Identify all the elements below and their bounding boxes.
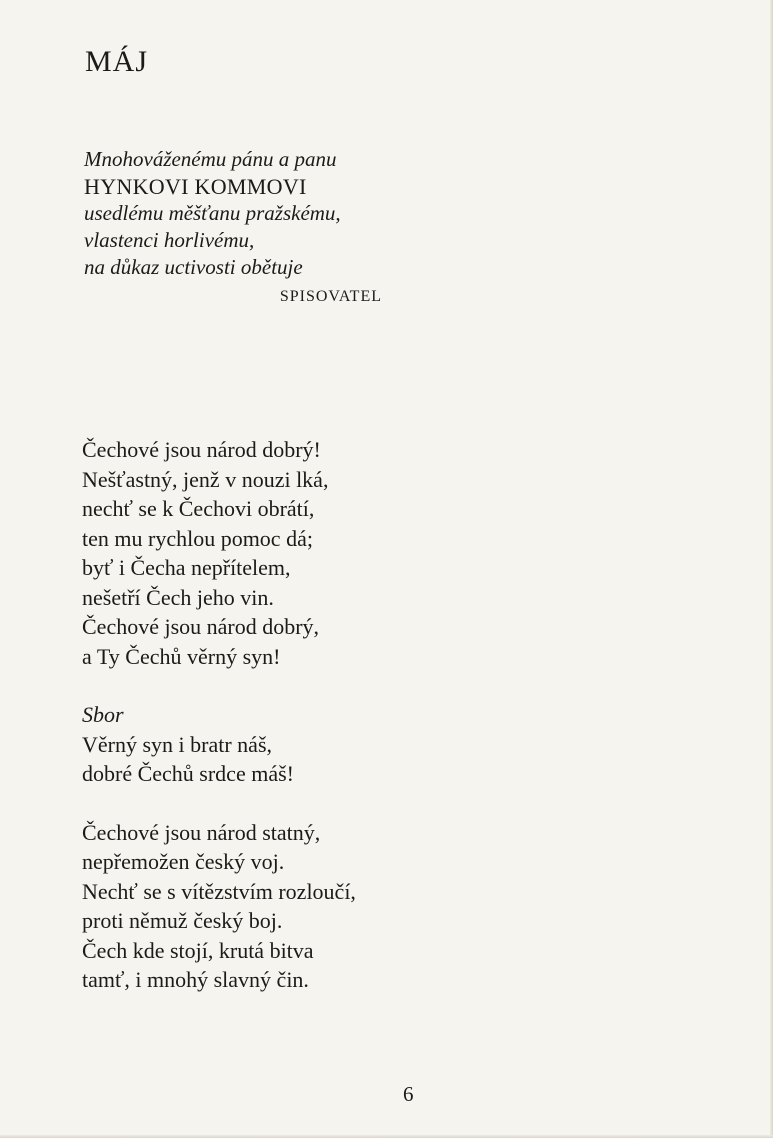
poem-line: Nešťastný, jenž v nouzi lká, (82, 466, 329, 492)
poem-line: Čechové jsou národ statný, (82, 819, 321, 845)
chorus (82, 700, 462, 789)
dedication-author: SPISOVATEL (279, 288, 382, 305)
dedication-recipient: HYNKOVI KOMMOVI (84, 174, 307, 199)
dedication-line: na důkaz uctivosti obětuje (84, 255, 303, 279)
poem-line: byť i Čecha nepřítelem, (82, 555, 291, 580)
poem-line: nechť se k Čechovi obrátí, (82, 496, 315, 521)
poem-line: Čechové jsou národ dobrý! (82, 437, 321, 462)
chorus-label: Sbor (82, 702, 124, 727)
dedication (84, 146, 404, 310)
poem-line: nepřemožen český voj. (82, 849, 285, 874)
stanza (82, 435, 462, 671)
poem-line: Nechť se s vítězstvím rozloučí, (82, 878, 356, 904)
poem-line: ten mu rychlou pomoc dá; (82, 525, 313, 551)
poem-line: a Ty Čechů věrný syn! (82, 643, 281, 669)
poem (82, 435, 462, 1024)
poem-line: Čechové jsou národ dobrý, (82, 614, 320, 639)
poem-line: tamť, i mnohý slavný čin. (82, 967, 309, 992)
poem-line: nešetří Čech jeho vin. (82, 584, 274, 610)
poem-line: dobré Čechů srdce máš! (82, 761, 294, 786)
stanza (82, 818, 462, 995)
dedication-line: Mnohováženému pánu a panu (84, 147, 337, 171)
poem-line: Věrný syn i bratr náš, (82, 731, 273, 757)
dedication-line: vlastenci horlivému, (84, 228, 255, 252)
poem-line: Čech kde stojí, krutá bitva (82, 937, 314, 963)
poem-line: proti němuž český boj. (82, 908, 283, 933)
dedication-line: usedlému měšťanu pražskému, (84, 201, 341, 225)
page-title: MÁJ (85, 45, 149, 78)
page-number: 6 (403, 1082, 414, 1106)
